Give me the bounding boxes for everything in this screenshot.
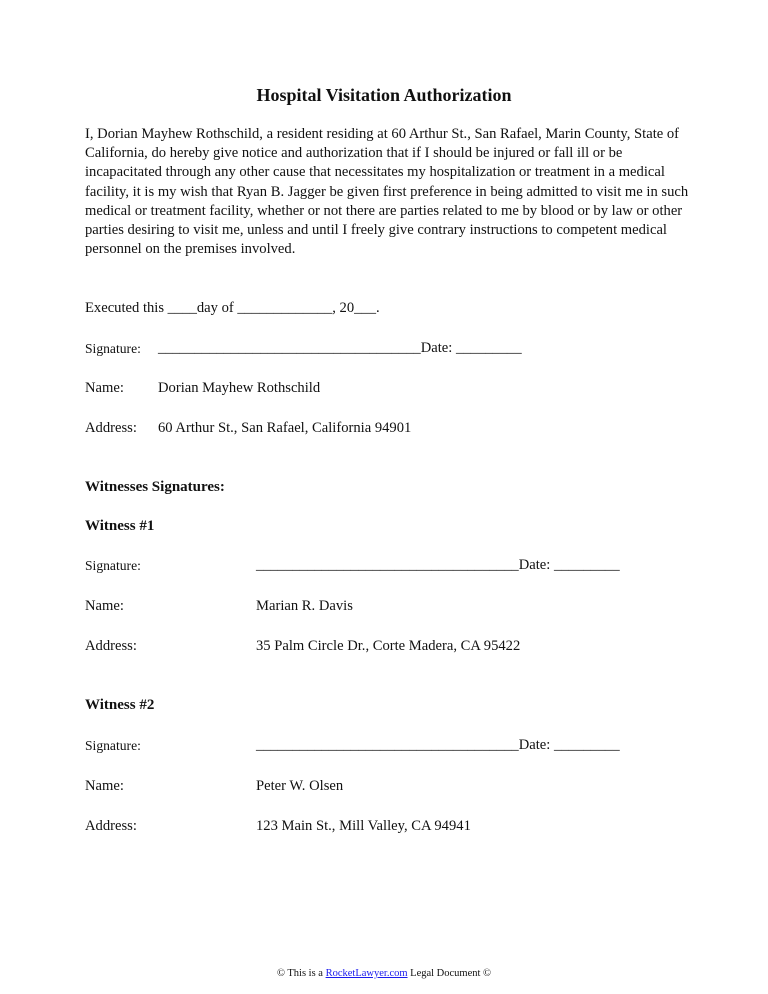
witness1-signature-label: Signature:: [85, 558, 141, 573]
rocketlawyer-link[interactable]: RocketLawyer.com: [325, 968, 408, 979]
principal-name-label: Name:: [85, 380, 124, 396]
footer-notice: [0, 967, 768, 981]
witness1-name-label: Name:: [85, 598, 124, 614]
witness2-address-value: 123 Main St., Mill Valley, CA 94941: [256, 818, 471, 834]
executed-line: Executed this ____day of _____________, 20___.: [85, 300, 380, 316]
principal-name-value: Dorian Mayhew Rothschild: [158, 380, 321, 396]
witness1-signature-line: ____________________________________Date: _________: [256, 557, 620, 573]
witness1-address-value: 35 Palm Circle Dr., Corte Madera, CA 95422: [256, 638, 521, 654]
witnesses-heading: Witnesses Signatures:: [85, 479, 225, 495]
witness2-heading: Witness #2: [85, 697, 155, 713]
witness1-address-label: Address:: [85, 638, 137, 654]
authorization-paragraph: I, Dorian Mayhew Rothschild, a resident residing at 60 Arthur St., San Rafael, Marin County, State of California, do hereby give notice and authorization that if I should be injured or fall ill or be incapacitated through any other cause that necessitates my hospitalization or treatment in a medical facility, it is my wish that Ryan B. Jagger be given first preference in being admitted to visit me in such medical or treatment facility, whether or not there are parties related to me by blood or by law or other parties desiring to visit me, unless and until I freely give contrary instructions to competent medical personnel on the premises involved.: [85, 126, 689, 258]
footer-suffix: Legal Document ©: [407, 968, 492, 979]
principal-address-label: Address:: [85, 420, 137, 436]
principal-address-value: 60 Arthur St., San Rafael, California 94901: [158, 420, 412, 436]
document-title: Hospital Visitation Authorization: [256, 85, 512, 105]
principal-signature-label: Signature:: [85, 341, 141, 356]
witness2-signature-label: Signature:: [85, 738, 141, 753]
principal-signature-line: ____________________________________Date: _________: [158, 340, 522, 356]
witness2-name-value: Peter W. Olsen: [256, 778, 344, 794]
witness2-signature-line: ____________________________________Date: _________: [256, 737, 620, 753]
witness1-heading: Witness #1: [85, 518, 155, 534]
witness2-name-label: Name:: [85, 778, 124, 794]
witness1-name-value: Marian R. Davis: [256, 598, 353, 614]
witness2-address-label: Address:: [85, 818, 137, 834]
footer-prefix: © This is a: [276, 968, 326, 979]
